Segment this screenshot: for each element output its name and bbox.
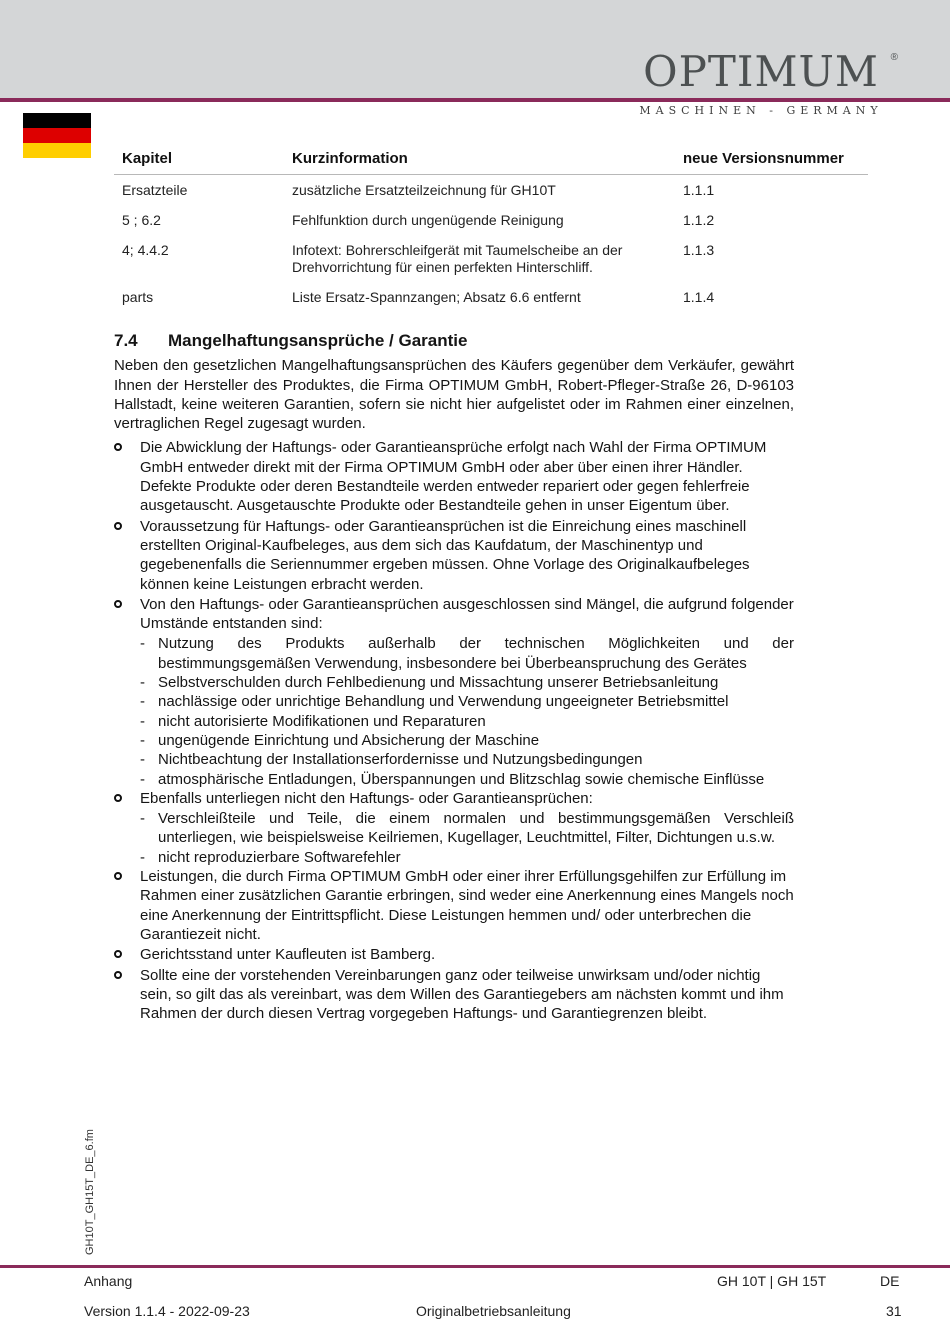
flag-stripe-black — [23, 113, 91, 128]
dash-item: - Nutzung des Produkts außerhalb der technischen Möglichkeiten und der bestimmungsgemäßen Verwendung, insbesondere bei Überbeanspruchung des Gerätes — [140, 635, 794, 672]
footer-section: Anhang — [84, 1273, 133, 1289]
dash-item-text: Verschleißteile und Teile, die einem normalen und bestimmungsgemäßen Verschleiß unterliegen, wie beispielsweise Keilriemen, Kugellager, Leuchtmittel, Filter, Dichtungen u.s.w. — [158, 810, 794, 847]
dash-item-text: Selbstverschulden durch Fehlbedienung und Missachtung unserer Betriebsanleitung — [158, 674, 719, 692]
flag-stripe-red — [23, 128, 91, 143]
dash-item: - Selbstverschulden durch Fehlbedienung und Missachtung unserer Betriebsanleitung — [140, 674, 719, 692]
dash-item: - nicht autorisierte Modifikationen und Reparaturen — [140, 712, 486, 730]
bullet-text: Gerichtsstand unter Kaufleuten ist Bamberg. — [140, 946, 436, 964]
dash-item: - Verschleißteile und Teile, die einem normalen und bestimmungsgemäßen Verschleiß unterliegen, wie beispielsweise Keilriemen, Kugellager, Leuchtmittel, Filter, Dichtungen u.s.w. — [140, 810, 794, 847]
column-header-kurzinformation: Kurzinformation — [284, 145, 675, 175]
bullet-text: Voraussetzung für Haftungs- oder Garantieansprüchen ist die Einreichung eines maschinell erstellten Original-Kaufbeleges, aus dem sich das Kaufdatum, der Maschinentyp und gegebenenfalls die Seriennummer ergeben müssen. Ohne Vorlage des Originalkaufbeleges können keine Leistungen erbracht werden. — [140, 517, 750, 593]
logo-wordmark: OPTIMUM — [643, 47, 879, 96]
list-item — [114, 945, 794, 964]
dash-item: - nicht reproduzierbare Softwarefehler — [140, 848, 401, 866]
footer-models: GH 10T | GH 15T — [717, 1273, 827, 1289]
dash-item: - atmosphärische Entladungen, Überspannungen und Blitzschlag sowie chemische Einflüsse — [140, 770, 765, 788]
table-header-row — [114, 145, 868, 175]
section-title: Mangelhaftungsansprüche / Garantie — [168, 331, 468, 350]
table-cell: parts — [122, 289, 154, 305]
footer-version: Version 1.1.4 - 2022-09-23 — [84, 1303, 250, 1319]
bullet-text: Die Abwicklung der Haftungs- oder Garantieansprüche erfolgt nach Wahl der Firma OPTIMUM GmbH entweder direkt mit der Firma OPTIMUM GmbH oder aber über einen ihrer Händler. — [140, 439, 767, 476]
warranty-section — [114, 331, 794, 1024]
list-item — [114, 867, 794, 944]
circle-bullet-icon — [114, 522, 122, 530]
bullet-text: Defekte Produkte oder deren Bestandteile werden entweder repariert oder gegen fehlerfreie ausgetauscht. Ausgetauschte Produkte oder Bestandteile gehen in unser Eigentum über. — [140, 478, 750, 515]
table-cell: 1.1.1 — [683, 182, 715, 198]
list-item — [114, 966, 794, 1024]
table-cell: Ersatzteile — [122, 182, 188, 198]
table-cell: Fehlfunktion durch ungenügende Reinigung — [292, 212, 564, 228]
dash-item-text: nicht reproduzierbare Softwarefehler — [158, 848, 401, 866]
column-header-kapitel: Kapitel — [114, 145, 284, 175]
source-filename: GH10T_GH15T_DE_6.fm — [84, 1129, 96, 1255]
page-number: 31 — [886, 1303, 902, 1319]
bullet-text: Sollte eine der vorstehenden Vereinbarungen ganz oder teilweise unwirksam und/oder nichtig sein, so gilt das als vereinbart, was dem Willen des Garantiegebers am nächsten kommt und ihm Rahmen der durch diesen Vertrag vorgegeben Haftungs- und Garantiegrenzen bleibt. — [140, 966, 784, 1023]
optimum-logo — [626, 47, 898, 117]
bullet-text: Leistungen, die durch Firma OPTIMUM GmbH oder einer ihrer Erfüllungsgehilfen zur Erfüllung im Rahmen einer zusätzlichen Garantie erbringen, sind weder eine Anerkennung eines Mangels noch eine Anerkennung der Eintrittspflicht. Diese Leistungen hemmen und/ oder unterbrechen die Garantiezeit nicht. — [140, 868, 794, 943]
dash-item-text: atmosphärische Entladungen, Überspannungen und Blitzschlag sowie chemische Einflüsse — [158, 770, 765, 788]
list-item — [114, 595, 794, 634]
dash-item: - ungenügende Einrichtung und Absicherung der Maschine — [140, 731, 540, 749]
registered-mark: ® — [890, 52, 898, 63]
circle-bullet-icon — [114, 794, 122, 802]
footer-divider — [0, 1265, 950, 1268]
section-number: 7.4 — [114, 331, 138, 350]
table-row — [114, 282, 868, 312]
table-cell: 4; 4.4.2 — [122, 242, 169, 258]
circle-bullet-icon — [114, 443, 122, 451]
table-cell: 1.1.2 — [683, 212, 715, 228]
table-cell: Infotext: Bohrerschleifgerät mit Taumelscheibe an der Drehvorrichtung für einen perfekten Hinterschliff. — [292, 242, 623, 275]
dash-item: - nachlässige oder unrichtige Behandlung und Verwendung ungeeigneter Betriebsmittel — [140, 693, 729, 711]
dash-item: - Nichtbeachtung der Installationserfordernisse und Nutzungsbedingungen — [140, 751, 643, 769]
table-row — [114, 235, 868, 282]
list-item — [114, 789, 794, 808]
circle-bullet-icon — [114, 971, 122, 979]
intro-paragraph: Neben den gesetzlichen Mangelhaftungsansprüchen des Käufers gegenüber dem Verkäufer, gewährt Ihnen der Hersteller des Produktes, die Firma OPTIMUM GmbH, Robert-Pfleger-Straße 26, D-96103 Hallstadt, keine weiteren Garantien, sofern sie nicht hier aufgelistet oder im Rahmen einer einzelnen, vertraglichen Regel zugesagt wurden. — [114, 357, 794, 433]
bullet-text: Von den Haftungs- oder Garantieansprüchen ausgeschlossen sind Mängel, die aufgrund folgender Umstände entstanden sind: — [140, 595, 794, 633]
section-heading — [114, 331, 794, 350]
table-cell: 1.1.4 — [683, 289, 715, 305]
table-cell: Liste Ersatz-Spannzangen; Absatz 6.6 entfernt — [292, 289, 581, 305]
german-flag-icon — [23, 113, 91, 158]
dash-item-text: nicht autorisierte Modifikationen und Reparaturen — [158, 712, 486, 730]
table-cell: 5 ; 6.2 — [122, 212, 161, 228]
column-header-version: neue Versionsnummer — [675, 145, 868, 175]
table-row — [114, 205, 868, 235]
dash-item-text: Nutzung des Produkts außerhalb der technischen Möglichkeiten und der bestimmungsgemäßen Verwendung, insbesondere bei Überbeanspruchung des Gerätes — [158, 635, 794, 672]
table-cell: zusätzliche Ersatzteilzeichnung für GH10T — [292, 182, 556, 198]
list-item — [114, 438, 794, 515]
dash-item-text: Nichtbeachtung der Installationserfordernisse und Nutzungsbedingungen — [158, 751, 643, 769]
circle-bullet-icon — [114, 600, 122, 608]
circle-bullet-icon — [114, 872, 122, 880]
footer-doc-type: Originalbetriebsanleitung — [416, 1303, 571, 1319]
dash-item-text: ungenügende Einrichtung und Absicherung der Maschine — [158, 731, 540, 749]
dash-item-text: nachlässige oder unrichtige Behandlung und Verwendung ungeeigneter Betriebsmittel — [158, 693, 729, 711]
flag-stripe-gold — [23, 143, 91, 158]
bullet-text: Ebenfalls unterliegen nicht den Haftungs- oder Garantieansprüchen: — [140, 789, 593, 807]
version-change-table — [114, 145, 868, 312]
table-cell: 1.1.3 — [683, 242, 715, 258]
table-row — [114, 175, 868, 206]
list-item — [114, 517, 794, 594]
circle-bullet-icon — [114, 950, 122, 958]
logo-tagline: MASCHINEN - GERMANY — [639, 104, 883, 117]
footer-language: DE — [880, 1273, 900, 1289]
